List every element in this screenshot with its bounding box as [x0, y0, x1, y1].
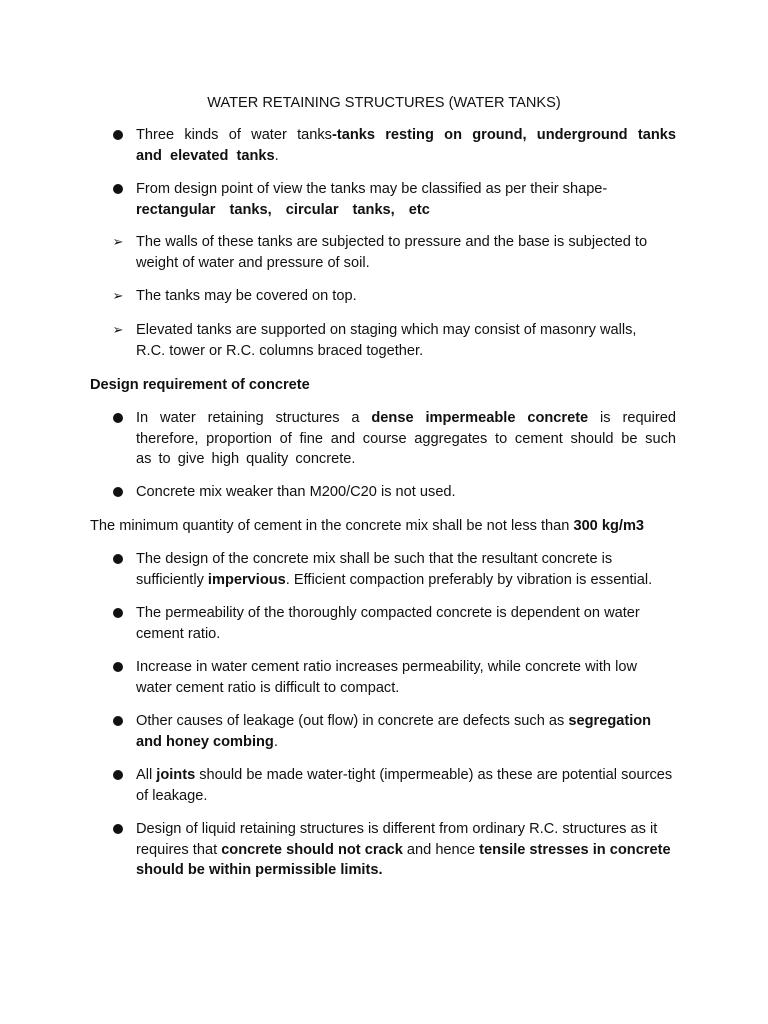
bullet-dot-icon [111, 765, 125, 780]
page-title: WATER RETAINING STRUCTURES (WATER TANKS) [207, 95, 561, 111]
bullet-dot-icon [111, 657, 125, 672]
list-item: All joints should be made water-tight (impermeable) as these are potential sources of leakage. [136, 765, 676, 806]
bullet-dot-icon [111, 711, 125, 726]
list-item: Three kinds of water tanks-tanks resting on ground, underground tanks and elevated tanks. [136, 125, 676, 166]
list-item: ➢ The walls of these tanks are subjected to pressure and the base is subjected to weight of water and pressure of soil. [112, 234, 648, 271]
list-item: ➢ Elevated tanks are supported on staging which may consist of masonry walls, R.C. tower or R.C. columns braced together. [112, 322, 637, 359]
bullet-dot-icon [111, 179, 125, 194]
arrow-bullet-icon: ➢ [112, 234, 124, 249]
bullet-dot-icon [111, 819, 125, 834]
bullet-dot-icon [111, 408, 125, 423]
bullet-dot-icon [111, 125, 125, 140]
list-item: Design of liquid retaining structures is different from ordinary R.C. structures as it requires that concrete should not crack and hence tensile stresses in concrete should be within permissible limits. [136, 819, 676, 881]
arrow-bullet-icon: ➢ [112, 322, 124, 337]
arrow-bullet-icon: ➢ [112, 288, 124, 303]
list-item: The permeability of the thoroughly compacted concrete is dependent on water cement ratio. [136, 603, 676, 644]
list-item: Other causes of leakage (out flow) in concrete are defects such as segregation and honey combing. [136, 711, 676, 752]
list-item: The design of the concrete mix shall be such that the resultant concrete is sufficiently impervious. Efficient compaction preferably by vibration is essential. [136, 549, 676, 590]
list-item: Concrete mix weaker than M200/C20 is not used. [136, 482, 676, 503]
bullet-dot-icon [111, 549, 125, 564]
bullet-dot-icon [111, 603, 125, 618]
list-item: ➢ The tanks may be covered on top. [136, 286, 676, 307]
bullet-dot-icon [111, 482, 125, 497]
paragraph: The minimum quantity of cement in the concrete mix shall be not less than 300 kg/m3 [90, 518, 645, 534]
list-item: Increase in water cement ratio increases permeability, while concrete with low water cement ratio is difficult to compact. [136, 657, 676, 698]
list-item: In water retaining structures a dense impermeable concrete is required therefore, proportion of fine and course aggregates to cement should be such as to give high quality concrete. [136, 408, 676, 470]
section-heading: Design requirement of concrete [90, 377, 310, 393]
list-item: From design point of view the tanks may be classified as per their shape- rectangular tanks, circular tanks, etc [136, 179, 676, 220]
